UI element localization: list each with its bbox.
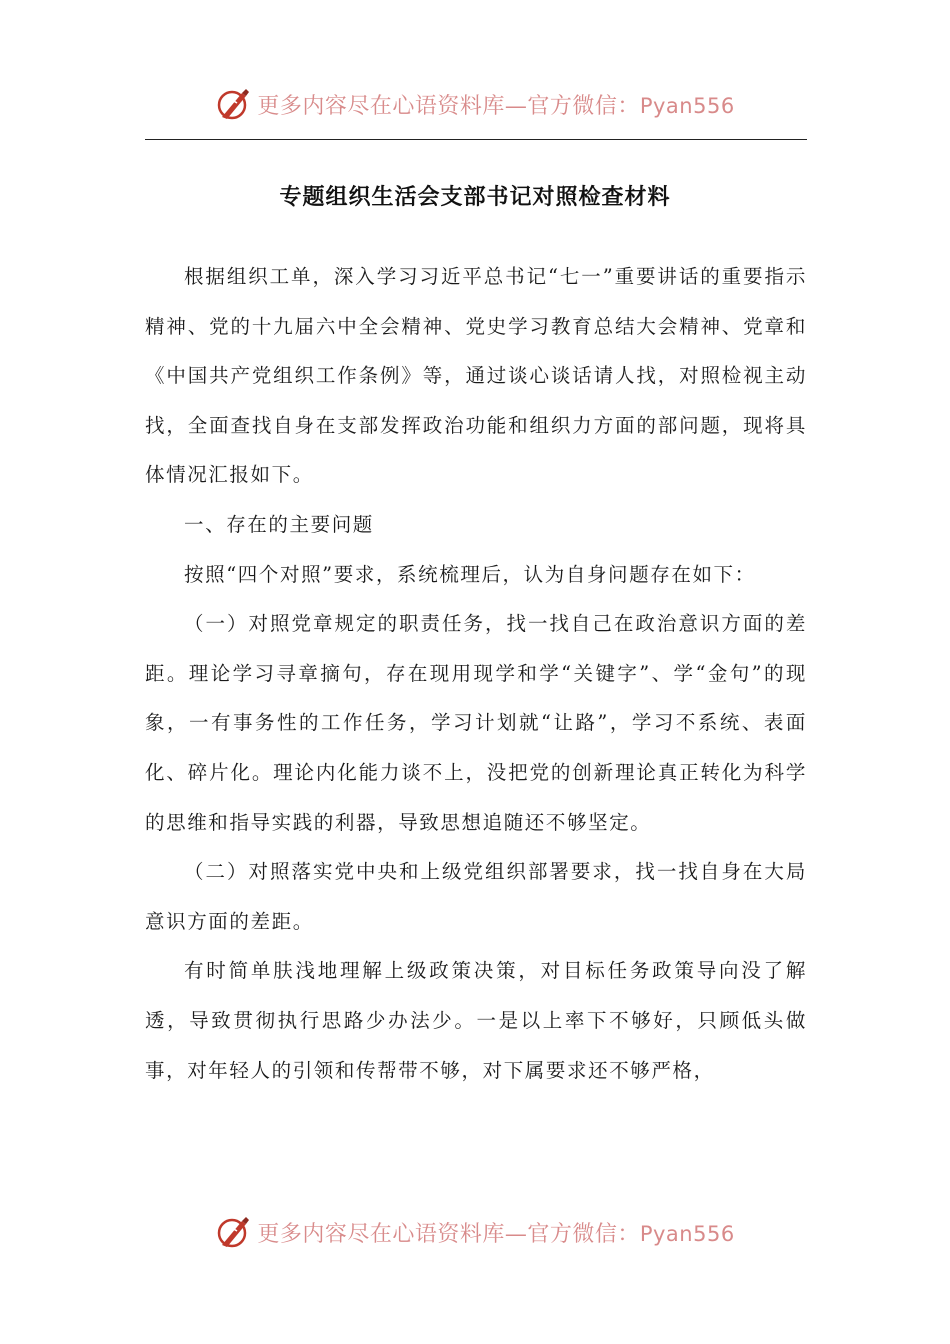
paragraph-overview: 按照“四个对照”要求，系统梳理后，认为自身问题存在如下： [184,562,756,586]
pen-circle-logo-icon [215,86,251,122]
document-body [145,252,807,1095]
paragraph-intro: 根据组织工单，深入学习习近平总书记“七一”重要讲话的重要指示精神、党的十九届六中全会精神、党史学习教育总结大会精神、党章和《中国共产党组织工作条例》等，通过谈心谈话请人找，对照检视主动找，全面查找自身在支部发挥政治功能和组织力方面的部问题，现将具体情况汇报如下。 [145,265,807,487]
pen-circle-logo-icon [215,1214,251,1250]
section-heading: 一、存在的主要问题 [184,512,374,536]
watermark-text: 更多内容尽在心语资料库—官方微信：Pyan556 [257,93,735,119]
paragraph-item-1: （一）对照党章规定的职责任务，找一找自己在政治意识方面的差距。理论学习寻章摘句，存在现用现学和学“关键字”、学“金句”的现象，一有事务性的工作任务，学习计划就“让路”，学习不系统、表面化、碎片化。理论内化能力谈不上，没把党的创新理论真正转化为科学的思维和指导实践的利器，导致思想追随还不够坚定。 [145,612,807,834]
watermark-wechat-id: Pyan556 [639,93,735,118]
watermark-text: 更多内容尽在心语资料库—官方微信：Pyan556 [257,1221,735,1247]
paragraph-item-2: （二）对照落实党中央和上级党组织部署要求，找一找自身在大局意识方面的差距。 [145,860,807,933]
watermark-wechat-id: Pyan556 [639,1221,735,1246]
document-title: 专题组织生活会支部书记对照检查材料 [279,185,671,210]
header-watermark [0,84,950,124]
header-divider [145,139,807,140]
paragraph-detail: 有时简单肤浅地理解上级政策决策，对目标任务政策导向没了解透，导致贯彻执行思路少办法少。一是以上率下不够好，只顾低头做事，对年轻人的引领和传帮带不够，对下属要求还不够严格， [145,959,807,1082]
footer-watermark [0,1212,950,1252]
